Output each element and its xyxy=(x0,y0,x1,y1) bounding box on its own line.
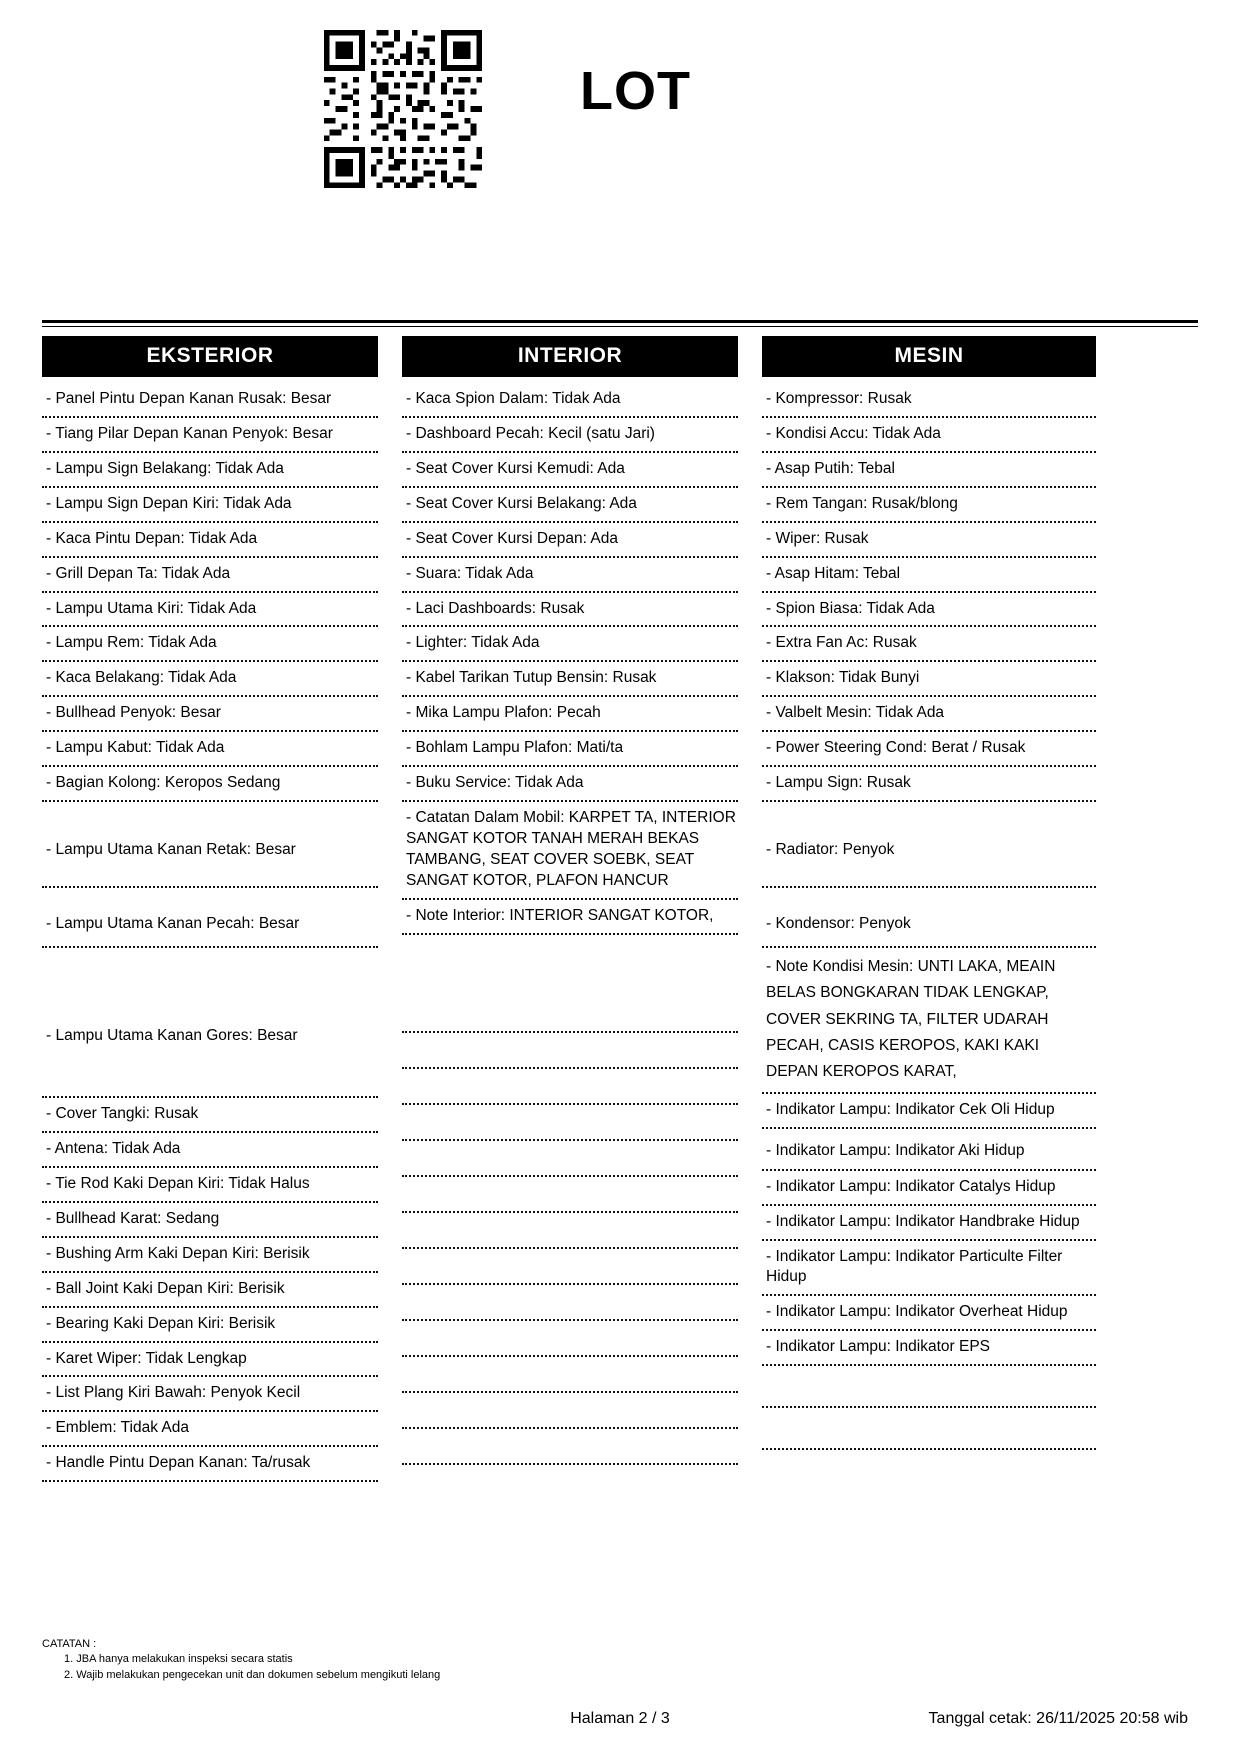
list-item: - Buku Service: Tidak Ada xyxy=(402,767,738,802)
list-item: - Indikator Lampu: Indikator Handbrake Hidup xyxy=(762,1206,1096,1241)
list-item: - Radiator: Penyok xyxy=(762,802,1096,888)
list-item: - Lampu Utama Kanan Retak: Besar xyxy=(42,802,378,888)
list-item: - Bushing Arm Kaki Depan Kiri: Berisik xyxy=(42,1238,378,1273)
list-item: - Spion Biasa: Tidak Ada xyxy=(762,593,1096,628)
page-title: LOT xyxy=(580,61,691,121)
list-item: - Kabel Tarikan Tutup Bensin: Rusak xyxy=(402,662,738,697)
column-header-mesin: MESIN xyxy=(762,336,1096,377)
list-item-spacer xyxy=(402,1033,738,1069)
list-item-spacer xyxy=(402,1321,738,1357)
list-item: - Seat Cover Kursi Kemudi: Ada xyxy=(402,453,738,488)
list-item: - Indikator Lampu: Indikator Catalys Hidup xyxy=(762,1171,1096,1206)
list-item-spacer xyxy=(762,1408,1096,1450)
list-item: - Lampu Sign Depan Kiri: Tidak Ada xyxy=(42,488,378,523)
list-item-spacer xyxy=(402,1357,738,1393)
list-item: - Lampu Utama Kiri: Tidak Ada xyxy=(42,593,378,628)
list-item-spacer xyxy=(402,1177,738,1213)
list-item: - Panel Pintu Depan Kanan Rusak: Besar xyxy=(42,383,378,418)
list-item: - Bohlam Lampu Plafon: Mati/ta xyxy=(402,732,738,767)
column-header-eksterior: EKSTERIOR xyxy=(42,336,378,377)
column-header-interior: INTERIOR xyxy=(402,336,738,377)
list-item-spacer xyxy=(402,1213,738,1249)
list-item: - Tie Rod Kaki Depan Kiri: Tidak Halus xyxy=(42,1168,378,1203)
list-item: - Lampu Utama Kanan Gores: Besar xyxy=(42,948,378,1098)
list-item: - Valbelt Mesin: Tidak Ada xyxy=(762,697,1096,732)
document-footer xyxy=(42,1638,1198,1728)
list-item: - Laci Dashboards: Rusak xyxy=(402,593,738,628)
document-header xyxy=(0,0,1240,194)
list-item-spacer xyxy=(762,1366,1096,1408)
column-eksterior xyxy=(42,336,378,1482)
list-item: - Klakson: Tidak Bunyi xyxy=(762,662,1096,697)
notes-title: CATATAN : xyxy=(42,1638,97,1651)
rule-thin xyxy=(42,326,1198,327)
qr-code-icon xyxy=(318,24,488,194)
list-item: - Lighter: Tidak Ada xyxy=(402,627,738,662)
print-date: Tanggal cetak: 26/11/2025 20:58 wib xyxy=(928,1710,1188,1727)
list-item: - Lampu Rem: Tidak Ada xyxy=(42,627,378,662)
list-item: - Emblem: Tidak Ada xyxy=(42,1412,378,1447)
list-item: - Ball Joint Kaki Depan Kiri: Berisik xyxy=(42,1273,378,1308)
list-item: - Cover Tangki: Rusak xyxy=(42,1098,378,1133)
list-item: - Kaca Belakang: Tidak Ada xyxy=(42,662,378,697)
list-item: - Wiper: Rusak xyxy=(762,523,1096,558)
notes-line-1: 1. JBA hanya melakukan inspeksi secara statis xyxy=(64,1653,293,1666)
list-item: - Asap Putih: Tebal xyxy=(762,453,1096,488)
rule-thick xyxy=(42,320,1198,323)
column-mesin xyxy=(762,336,1096,1482)
list-item-spacer xyxy=(402,1249,738,1285)
list-item: - Lampu Sign Belakang: Tidak Ada xyxy=(42,453,378,488)
list-item-spacer xyxy=(402,1393,738,1429)
list-item-spacer xyxy=(402,1105,738,1141)
list-item: - Indikator Lampu: Indikator Particulte Filter Hidup xyxy=(762,1241,1096,1297)
list-item: - Bullhead Karat: Sedang xyxy=(42,1203,378,1238)
list-item-spacer xyxy=(402,1429,738,1465)
page-number: Halaman 2 / 3 xyxy=(570,1710,670,1727)
list-item: - Kondensor: Penyok xyxy=(762,888,1096,948)
list-item: - Note Kondisi Mesin: UNTI LAKA, MEAIN BELAS BONGKARAN TIDAK LENGKAP, COVER SEKRING TA, FILTER UDARAH PECAH, CASIS KEROPOS, KAKI KAKI DEPAN KEROPOS KARAT, xyxy=(762,948,1096,1094)
list-item: - Karet Wiper: Tidak Lengkap xyxy=(42,1343,378,1378)
list-item: - Handle Pintu Depan Kanan: Ta/rusak xyxy=(42,1447,378,1482)
list-item: - Indikator Lampu: Indikator Overheat Hidup xyxy=(762,1296,1096,1331)
list-item: - List Plang Kiri Bawah: Penyok Kecil xyxy=(42,1377,378,1412)
list-item: - Mika Lampu Plafon: Pecah xyxy=(402,697,738,732)
list-item: - Rem Tangan: Rusak/blong xyxy=(762,488,1096,523)
list-item: - Kondisi Accu: Tidak Ada xyxy=(762,418,1096,453)
list-item: - Dashboard Pecah: Kecil (satu Jari) xyxy=(402,418,738,453)
list-item: - Antena: Tidak Ada xyxy=(42,1133,378,1168)
list-item: - Lampu Utama Kanan Pecah: Besar xyxy=(42,888,378,948)
list-item: - Lampu Kabut: Tidak Ada xyxy=(42,732,378,767)
list-item: - Catatan Dalam Mobil: KARPET TA, INTERIOR SANGAT KOTOR TANAH MERAH BEKAS TAMBANG, SEAT COVER SOEBK, SEAT SANGAT KOTOR, PLAFON HANCUR xyxy=(402,802,738,900)
list-item: - Kaca Spion Dalam: Tidak Ada xyxy=(402,383,738,418)
list-item: - Bullhead Penyok: Besar xyxy=(42,697,378,732)
list-item: - Lampu Sign: Rusak xyxy=(762,767,1096,802)
list-item-spacer xyxy=(402,1285,738,1321)
list-item: - Seat Cover Kursi Belakang: Ada xyxy=(402,488,738,523)
list-item: - Suara: Tidak Ada xyxy=(402,558,738,593)
list-item: - Indikator Lampu: Indikator Cek Oli Hidup xyxy=(762,1094,1096,1129)
list-item-spacer xyxy=(402,1069,738,1105)
list-item: - Bagian Kolong: Keropos Sedang xyxy=(42,767,378,802)
list-item: - Indikator Lampu: Indikator EPS xyxy=(762,1331,1096,1366)
list-item: - Tiang Pilar Depan Kanan Penyok: Besar xyxy=(42,418,378,453)
header-rules xyxy=(42,320,1198,327)
list-item: - Kompressor: Rusak xyxy=(762,383,1096,418)
footer-bottom xyxy=(42,1710,1198,1728)
list-item-spacer xyxy=(402,935,738,1033)
list-item: - Asap Hitam: Tebal xyxy=(762,558,1096,593)
list-item: - Grill Depan Ta: Tidak Ada xyxy=(42,558,378,593)
list-item-spacer xyxy=(402,1141,738,1177)
list-item: - Power Steering Cond: Berat / Rusak xyxy=(762,732,1096,767)
list-item: - Seat Cover Kursi Depan: Ada xyxy=(402,523,738,558)
list-item: - Kaca Pintu Depan: Tidak Ada xyxy=(42,523,378,558)
list-item: - Bearing Kaki Depan Kiri: Berisik xyxy=(42,1308,378,1343)
column-interior xyxy=(402,336,738,1482)
list-item: - Extra Fan Ac: Rusak xyxy=(762,627,1096,662)
list-item: - Note Interior: INTERIOR SANGAT KOTOR, xyxy=(402,900,738,935)
list-item: - Indikator Lampu: Indikator Aki Hidup xyxy=(762,1129,1096,1171)
notes-line-2: 2. Wajib melakukan pengecekan unit dan dokumen sebelum mengikuti lelang xyxy=(64,1669,441,1682)
inspection-columns xyxy=(42,336,1198,1482)
